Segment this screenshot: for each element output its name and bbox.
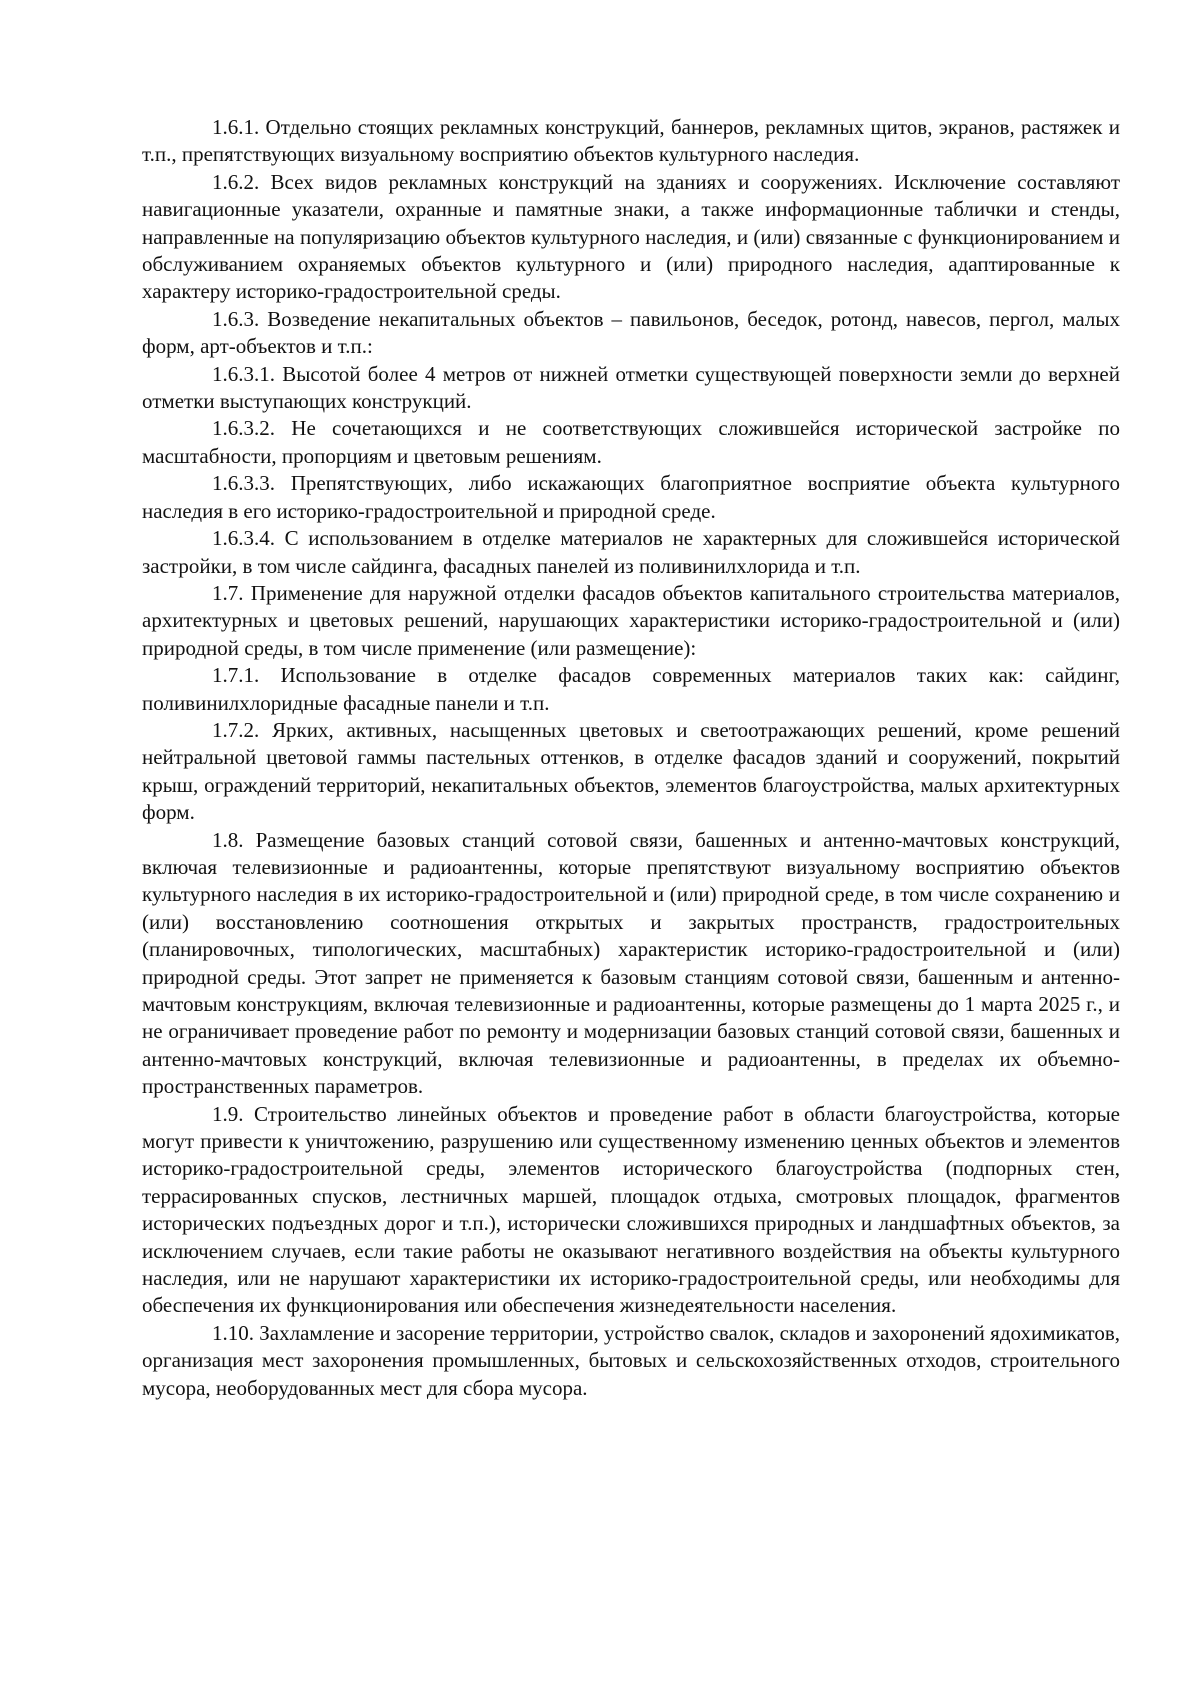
- paragraph-1-6-1: 1.6.1. Отдельно стоящих рекламных конструкций, баннеров, рекламных щитов, экранов, растяжек и т.п., препятствующих визуальному восприятию объектов культурного наследия.: [142, 115, 1120, 167]
- paragraph-1-6-3-2: 1.6.3.2. Не сочетающихся и не соответствующих сложившейся исторической застройке по масштабности, пропорциям и цветовым решениям.: [142, 416, 1120, 468]
- paragraph-1-7: 1.7. Применение для наружной отделки фасадов объектов капитального строительства материалов, архитектурных и цветовых решений, нарушающих характеристики историко-градостроительной и (или) природной среды, в том числе применение (или размещение):: [142, 580, 1120, 660]
- paragraph-1-10: 1.10. Захламление и засорение территории, устройство свалок, складов и захоронений ядохимикатов, организация мест захоронения промышленных, бытовых и сельскохозяйственных отходов, строительного мусора, необорудованных мест для сбора мусора.: [142, 1320, 1120, 1400]
- paragraph-1-7-2: 1.7.2. Ярких, активных, насыщенных цветовых и светоотражающих решений, кроме решений нейтральной цветовой гаммы пастельных оттенков, в отделке фасадов зданий и сооружений, покрытий крыш, ограждений территорий, некапитальных объектов, элементов благоустройства, малых архитектурных форм.: [142, 717, 1120, 825]
- paragraph-1-9: 1.9. Строительство линейных объектов и проведение работ в области благоустройства, которые могут привести к уничтожению, разрушению или существенному изменению ценных объектов и элементов историко-градостроительной среды, элементов исторического благоустройства (подпорных стен, террасированных спусков, лестничных маршей, площадок отдыха, смотровых площадок, фрагментов исторических подъездных дорог и т.п.), исторически сложившихся природных и ландшафтных объектов, за исключением случаев, если такие работы не оказывают негативного воздействия на объекты культурного наследия, или не нарушают характеристики их историко-градостроительной среды, или необходимы для обеспечения их функционирования или обеспечения жизнедеятельности населения.: [142, 1101, 1120, 1318]
- paragraph-1-8: 1.8. Размещение базовых станций сотовой связи, башенных и антенно-мачтовых конструкций, включая телевизионные и радиоантенны, которые препятствуют визуальному восприятию объектов культурного наследия в их историко-градостроительной и (или) природной среде, в том числе сохранению и (или) восстановлению соотношения открытых и закрытых пространств, градостроительных (планировочных, типологических, масштабных) характеристик историко-градостроительной и (или) природной среды. Этот запрет не применяется к базовым станциям сотовой связи, башенным и антенно-мачтовым конструкциям, включая телевизионные и радиоантенны, которые размещены до 1 марта 2025 г., и не ограничивает проведение работ по ремонту и модернизации базовых станций сотовой связи, башенных и антенно-мачтовых конструкций, включая телевизионные и радиоантенны, в пределах их объемно-пространственных параметров.: [142, 827, 1120, 1099]
- paragraph-1-7-1: 1.7.1. Использование в отделке фасадов современных материалов таких как: сайдинг, поливинилхлоридные фасадные панели и т.п.: [142, 663, 1120, 715]
- paragraph-1-6-2: 1.6.2. Всех видов рекламных конструкций на зданиях и сооружениях. Исключение составляют навигационные указатели, охранные и памятные знаки, а также информационные таблички и стенды, направленные на популяризацию объектов культурного наследия, и (или) связанные с функционированием и обслуживанием охраняемых объектов культурного и (или) природного наследия, адаптированные к характеру историко-градостроительной среды.: [142, 169, 1120, 304]
- paragraph-1-6-3-4: 1.6.3.4. С использованием в отделке материалов не характерных для сложившейся исторической застройки, в том числе сайдинга, фасадных панелей из поливинилхлорида и т.п.: [142, 526, 1120, 578]
- paragraph-1-6-3-3: 1.6.3.3. Препятствующих, либо искажающих благоприятное восприятие объекта культурного наследия в его историко-градостроительной и природной среде.: [142, 471, 1120, 523]
- paragraph-1-6-3: 1.6.3. Возведение некапитальных объектов – павильонов, беседок, ротонд, навесов, пергол, малых форм, арт-объектов и т.п.:: [142, 306, 1120, 359]
- document-body: [142, 114, 1120, 1402]
- paragraph-1-6-3-1: 1.6.3.1. Высотой более 4 метров от нижней отметки существующей поверхности земли до верхней отметки выступающих конструкций.: [142, 361, 1120, 414]
